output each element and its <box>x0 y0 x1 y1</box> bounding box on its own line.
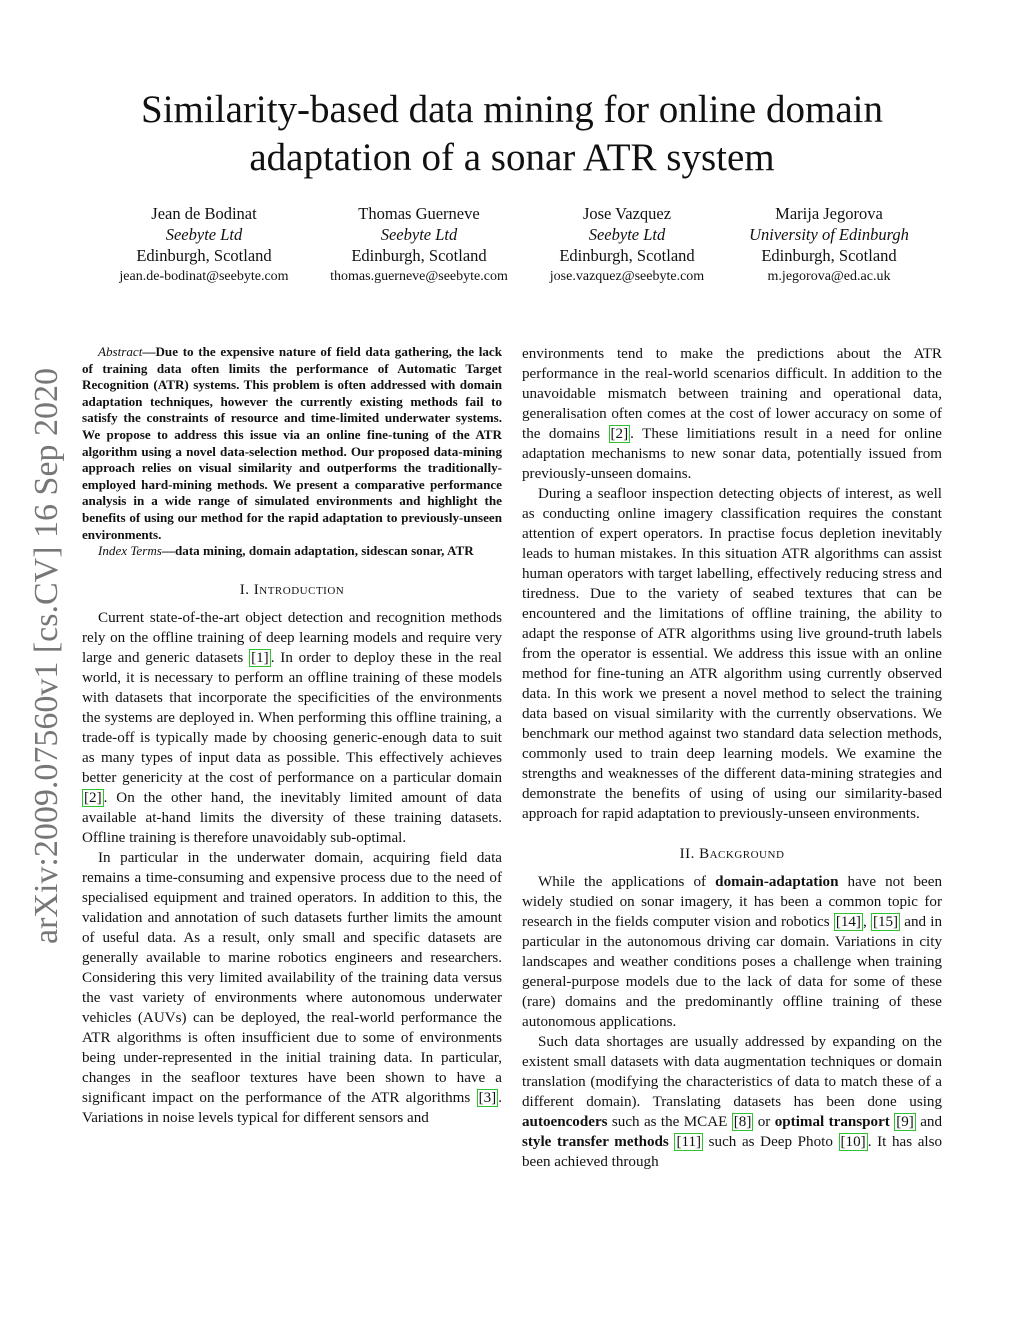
author-name: Thomas Guerneve <box>358 204 480 223</box>
author-email: jean.de-bodinat@seebyte.com <box>119 269 289 284</box>
text-run: have not been widely studied on sonar imagery, it has been a common topic for research in the fields computer vision and robotics <box>522 874 942 930</box>
author-location: Edinburgh, Scotland <box>761 246 897 265</box>
bold-term: style transfer methods <box>522 1134 669 1150</box>
abstract-label: Abstract <box>98 344 143 359</box>
author-block-1 <box>84 203 324 287</box>
left-column <box>82 344 502 1128</box>
text-run: . On the other hand, the inevitably limited amount of data available at-hand limits the diversity of these training datasets. Offline training is therefore unavoidably sub-optimal. <box>82 789 502 846</box>
author-email: jose.vazquez@seebyte.com <box>549 269 705 284</box>
author-location: Edinburgh, Scotland <box>351 246 487 265</box>
citation-link[interactable]: [15] <box>872 914 899 930</box>
index-terms-text: —data mining, domain adaptation, sidescan sonar, ATR <box>161 543 474 559</box>
citation-link[interactable]: [3] <box>478 1089 497 1106</box>
bold-term: optimal transport <box>774 1114 890 1130</box>
citation-link[interactable]: [10] <box>840 1134 866 1150</box>
author-affiliation: Seebyte Ltd <box>380 225 458 244</box>
citation-link[interactable]: [8] <box>733 1114 752 1130</box>
right-column <box>522 344 942 1172</box>
bold-term: domain-adaptation <box>715 874 839 890</box>
text-run: such as Deep Photo <box>703 1134 839 1150</box>
text-run: While the applications of <box>538 874 716 890</box>
citation-link[interactable]: [11] <box>676 1134 702 1150</box>
text-run: . These limitiations result in a need for online adaptation mechanisms to new sonar data, potentially issued from previously-unseen domains. <box>522 426 942 482</box>
text-run: such as the MCAE <box>607 1114 732 1130</box>
author-block-4 <box>709 203 949 287</box>
author-location: Edinburgh, Scotland <box>136 246 272 265</box>
arxiv-identifier: arXiv:2009.07560v1 [cs.CV] 16 Sep 2020 <box>28 367 65 944</box>
abstract-text: —Due to the expensive nature of field data gathering, the lack of training data often limits the performance of Automatic Target Recognition (ATR) systems. This problem is often addressed with domain adaptation techniques, however the currently existing methods fail to satisfy the constraints of resource and time-limited underwater systems. We propose to address this issue via an online fine-tuning of the ATR algorithm using a novel data-selection method. Our proposed data-mining approach relies on visual similarity and outperforms the traditionally-employed hard-mining methods. We present a comparative performance analysis in a wide range of simulated environments and highlight the benefits of using our method for the rapid adaptation to previously-unseen environments. <box>82 344 502 542</box>
author-block-2 <box>299 203 539 287</box>
author-name: Jose Vazquez <box>582 204 672 223</box>
text-run: . It has also been achieved through <box>522 1134 943 1170</box>
intro-paragraph-1 <box>82 608 502 848</box>
text-run: and in particular in the autonomous driving car domain. Variations in city landscapes and weather conditions poses a challenge when training general-purpose models due to the lack of data for some of these (rare) domains and the predominantly offline training of these autonomous applications. <box>522 914 943 1030</box>
citation-link[interactable]: [2] <box>84 789 102 806</box>
section-heading-background: II. Background <box>679 846 785 862</box>
author-affiliation: Seebyte Ltd <box>165 225 243 244</box>
title-line-2: adaptation of a sonar ATR system <box>249 136 775 179</box>
abstract <box>82 344 502 543</box>
intro-paragraph-2 <box>82 848 502 1128</box>
author-email: m.jegorova@ed.ac.uk <box>767 269 891 284</box>
text-run: In particular in the underwater domain, acquiring field data remains a time-consuming and expensive process due to the need of specialised equipment and trained operators. In addition to this, the validation and annotation of such datasets further limits the amount of useful data. As a result, only small and specific datasets are generally available to marine robotics engineers and researchers. Considering this very limited availability of the training data versus the vast variety of environments where autonomous underwater vehicles (AUVs) can be deployed, the real-world performance the ATR algorithms is often insufficient due to some of environments being under-represented in the initial training data. In particular, changes in the seafloor textures have been shown to have a significant impact on the performance of the ATR algorithms <box>82 849 502 1106</box>
text-run: or <box>753 1114 775 1130</box>
text-run: and <box>915 1114 942 1130</box>
text-run: Such data shortages are usually addressed by expanding on the existent small datasets with data augmentation techniques or domain translation (modifying the characteristics of data to match these of a different domain). Translating datasets has been done using <box>522 1034 942 1110</box>
background-paragraph-1 <box>522 872 942 1032</box>
index-terms-label: Index Terms <box>98 543 162 559</box>
text-run: environments tend to make the predictions about the ATR performance in the real-world scenarios difficult. In addition to the unavoidable mismatch between training and operational data, generalisation often comes at the cost of lower accuracy on some of the domains <box>522 346 942 442</box>
text-run: Current state-of-the-art object detection and recognition methods rely on the offline training of deep learning models and require very large and generic datasets <box>82 609 502 666</box>
paper-title <box>0 86 1024 182</box>
author-location: Edinburgh, Scotland <box>559 246 695 265</box>
title-line-1: Similarity-based data mining for online domain <box>141 88 883 131</box>
author-affiliation: University of Edinburgh <box>749 225 909 244</box>
citation-link[interactable]: [1] <box>251 649 269 666</box>
citation-link[interactable]: [2] <box>610 426 629 442</box>
citation-link[interactable]: [9] <box>896 1114 914 1130</box>
author-affiliation: Seebyte Ltd <box>588 225 666 244</box>
text-run: , <box>862 914 871 930</box>
intro-paragraph-4: During a seafloor inspection detecting objects of interest, as well as conducting online imagery classification requires the constant attention of expert operators. In practise focus depletion inevitably leads to human mistakes. In this situation ATR algorithms can assist human operators with target labelling, effectively reducing stress and tiredness. Due to the variety of seabed textures that can be encountered and the limitations of offline training, the ability to adapt the response of ATR algorithms using live ground-truth labels from the operator is essential. We address this issue with an online method for fine-tuning an ATR algorithm using currently observed data. In this work we present a novel method to select the training data based on visual similarity with the currently observations. We benchmark our method against two standard data selection methods, commonly used to train deep learning models. We examine the strengths and weaknesses of the different data-mining strategies and demonstrate the benefits of using of using our similarity-based approach for rapid adaptation to previously-unseen environments. <box>522 486 942 822</box>
section-heading-introduction: I. Introduction <box>239 581 345 598</box>
bold-term: autoencoders <box>522 1114 608 1130</box>
background-paragraph-2 <box>522 1032 942 1172</box>
author-email: thomas.guerneve@seebyte.com <box>330 269 508 284</box>
text-run: . In order to deploy these in the real world, it is necessary to perform an offline training of these models with datasets that incorporate the specificities of the environments the systems are deployed in. When performing this offline training, a trade-off is typically made by choosing generic-enough data to suit as many types of input data as possible. This effectively achieves better genericity at the cost of performance on a particular domain <box>82 649 502 786</box>
text-run: . Variations in noise levels typical for different sensors and <box>82 1089 502 1126</box>
author-name: Marija Jegorova <box>775 204 883 223</box>
index-terms <box>82 543 502 560</box>
author-name: Jean de Bodinat <box>151 204 257 223</box>
intro-paragraph-3 <box>522 344 942 484</box>
citation-link[interactable]: [14] <box>835 914 861 930</box>
